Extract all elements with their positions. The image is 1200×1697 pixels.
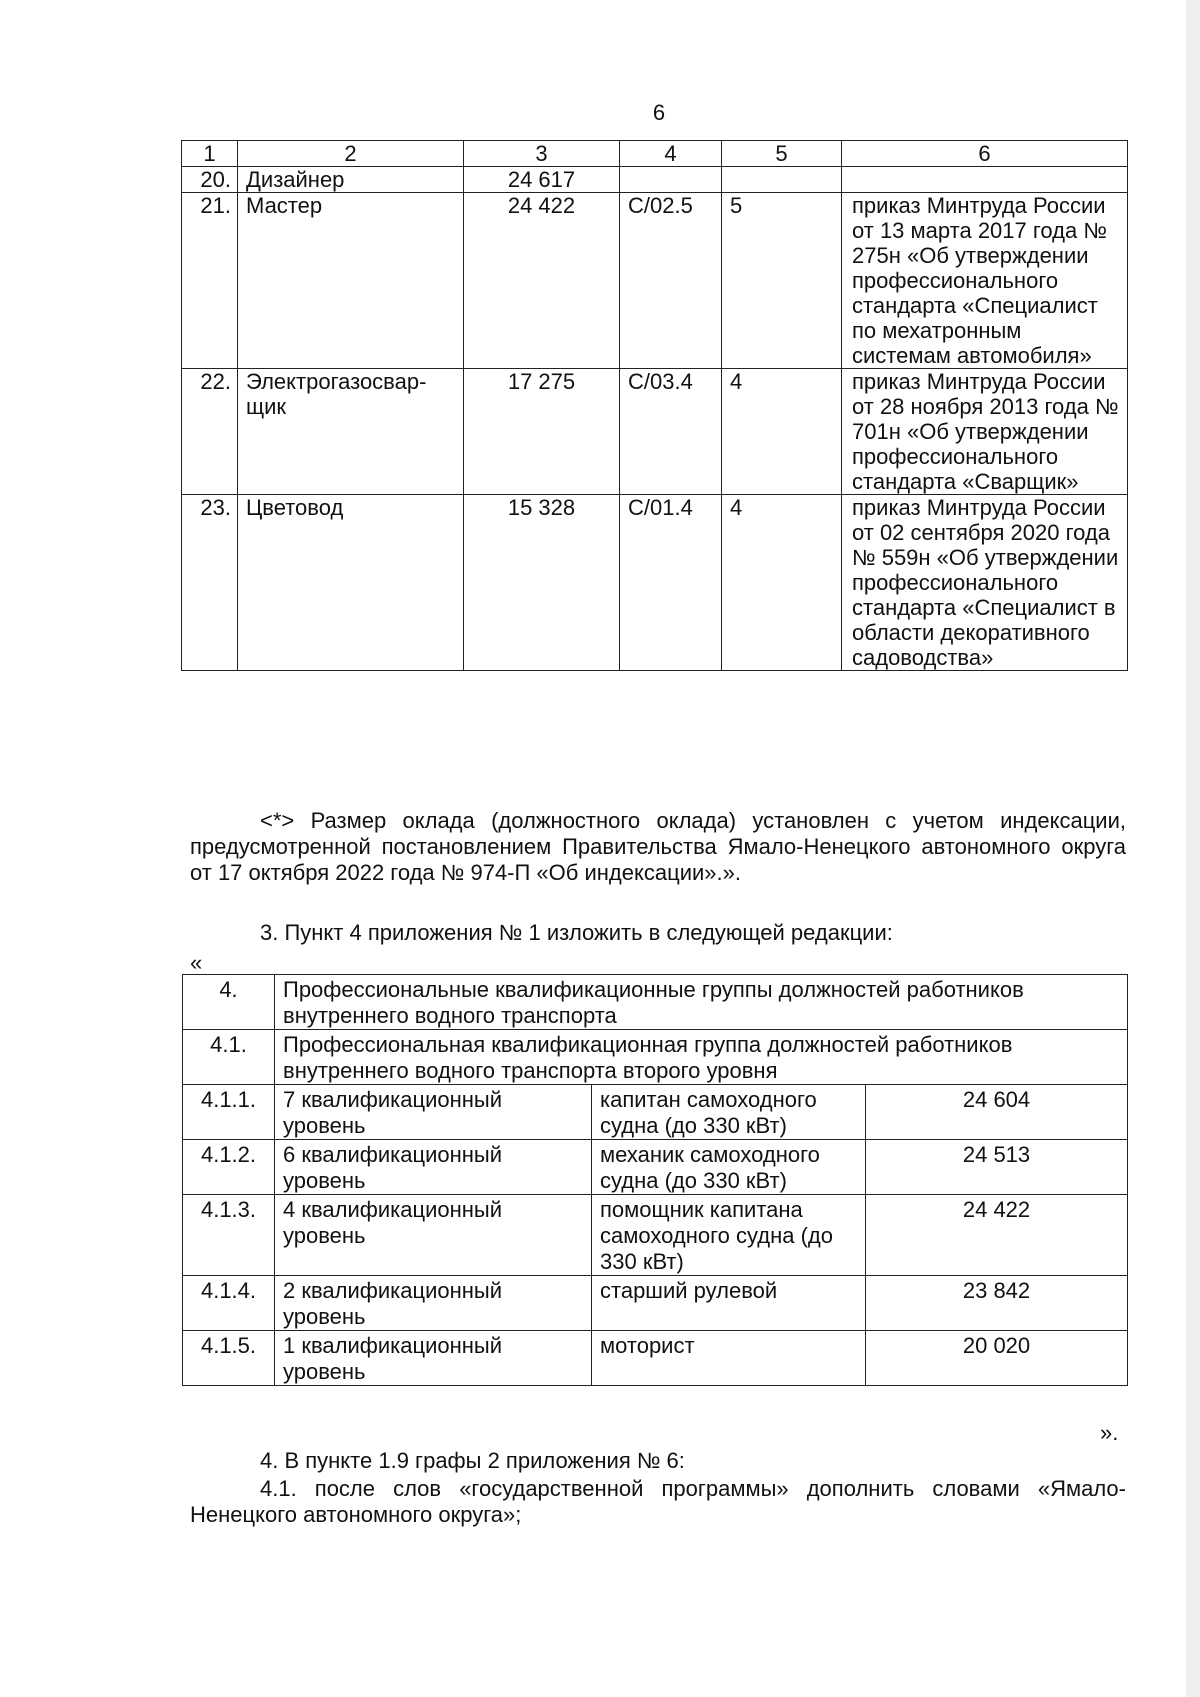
function-code: С/02.5 — [620, 193, 722, 369]
subgroup-title: Профессиональная квалификационная группа должностей работников внутреннего водного транспорта второго уровня — [275, 1030, 1128, 1085]
function-code: С/03.4 — [620, 369, 722, 495]
row-number: 4.1.3. — [183, 1195, 275, 1276]
table-row — [182, 495, 1128, 671]
salary-value: 24 617 — [464, 167, 620, 193]
position-name: старший рулевой — [592, 1276, 866, 1331]
row-number: 4.1.2. — [183, 1140, 275, 1195]
header-cell: 1 — [182, 141, 238, 167]
row-number: 20. — [182, 167, 238, 193]
item-4-1-paragraph: 4.1. после слов «государственной программы» дополнить словами «Ямало-Ненецкого автономного округа»; — [190, 1476, 1126, 1527]
professional-standard: приказ Минтруда России от 13 марта 2017 года № 275н «Об утверждении профессионального стандарта «Специалист по мехатронным системам автомобиля» — [842, 193, 1128, 369]
salary-value: 24 422 — [866, 1195, 1128, 1276]
group-row — [183, 975, 1128, 1030]
qualification-level — [722, 167, 842, 193]
header-cell: 3 — [464, 141, 620, 167]
row-number: 4.1.5. — [183, 1331, 275, 1386]
table-row — [182, 193, 1128, 369]
row-number: 23. — [182, 495, 238, 671]
subgroup-number: 4.1. — [183, 1030, 275, 1085]
qualification-level: 6 квалификационный уровень — [275, 1140, 592, 1195]
qualification-level: 4 квалификационный уровень — [275, 1195, 592, 1276]
staff-salary-table — [181, 140, 1128, 671]
group-title: Профессиональные квалификационные группы должностей работников внутреннего водного транспорта — [275, 975, 1128, 1030]
salary-value: 15 328 — [464, 495, 620, 671]
professional-standard: приказ Минтруда России от 02 сентября 2020 года № 559н «Об утверждении профессионального стандарта «Специалист в области декоративного садоводства» — [842, 495, 1128, 671]
position-name: Дизайнер — [238, 167, 464, 193]
row-number: 22. — [182, 369, 238, 495]
professional-standard: приказ Минтруда России от 28 ноября 2013 года № 701н «Об утверждении профессионального стандарта «Сварщик» — [842, 369, 1128, 495]
table-row — [182, 167, 1128, 193]
table-row — [182, 369, 1128, 495]
header-cell: 4 — [620, 141, 722, 167]
table-row — [183, 1140, 1128, 1195]
row-number: 4.1.4. — [183, 1276, 275, 1331]
position-name: Цветовод — [238, 495, 464, 671]
page-number: 6 — [652, 100, 666, 125]
qualification-level: 1 квалификационный уровень — [275, 1331, 592, 1386]
function-code — [620, 167, 722, 193]
position-name: капитан самоходного судна (до 330 кВт) — [592, 1085, 866, 1140]
group-number: 4. — [183, 975, 275, 1030]
row-number: 21. — [182, 193, 238, 369]
position-name: Мастер — [238, 193, 464, 369]
table-row — [183, 1331, 1128, 1386]
subgroup-row — [183, 1030, 1128, 1085]
salary-value: 24 604 — [866, 1085, 1128, 1140]
qualification-level: 5 — [722, 193, 842, 369]
position-name: моторист — [592, 1331, 866, 1386]
table-row — [183, 1195, 1128, 1276]
qualification-level: 7 квалификационный уровень — [275, 1085, 592, 1140]
header-cell: 6 — [842, 141, 1128, 167]
function-code: С/01.4 — [620, 495, 722, 671]
qualification-level: 2 квалификационный уровень — [275, 1276, 592, 1331]
row-number: 4.1.1. — [183, 1085, 275, 1140]
salary-value: 24 422 — [464, 193, 620, 369]
table-header-row — [182, 141, 1128, 167]
closing-quote: ». — [1100, 1420, 1119, 1445]
header-cell: 5 — [722, 141, 842, 167]
table-row — [183, 1085, 1128, 1140]
footnote-paragraph: <*> Размер оклада (должностного оклада) установлен с учетом индексации, предусмотренной постановлением Правительства Ямало-Ненецкого автономного округа от 17 октября 2022 года № 974-П «Об индексации».». — [190, 808, 1126, 885]
header-cell: 2 — [238, 141, 464, 167]
salary-value: 17 275 — [464, 369, 620, 495]
professional-standard — [842, 167, 1128, 193]
qualification-level: 4 — [722, 369, 842, 495]
water-transport-salary-table — [182, 974, 1128, 1386]
position-name: механик самоходного судна (до 330 кВт) — [592, 1140, 866, 1195]
salary-value: 23 842 — [866, 1276, 1128, 1331]
salary-value: 20 020 — [866, 1331, 1128, 1386]
item-4-paragraph: 4. В пункте 1.9 графы 2 приложения № 6: — [260, 1448, 685, 1473]
item-3-paragraph: 3. Пункт 4 приложения № 1 изложить в следующей редакции: — [260, 920, 893, 945]
salary-value: 24 513 — [866, 1140, 1128, 1195]
scan-edge-shadow — [1186, 0, 1200, 1697]
position-name: Электрогазосвар-щик — [238, 369, 464, 495]
opening-quote: « — [190, 950, 203, 975]
qualification-level: 4 — [722, 495, 842, 671]
table-row — [183, 1276, 1128, 1331]
position-name: помощник капитана самоходного судна (до 330 кВт) — [592, 1195, 866, 1276]
